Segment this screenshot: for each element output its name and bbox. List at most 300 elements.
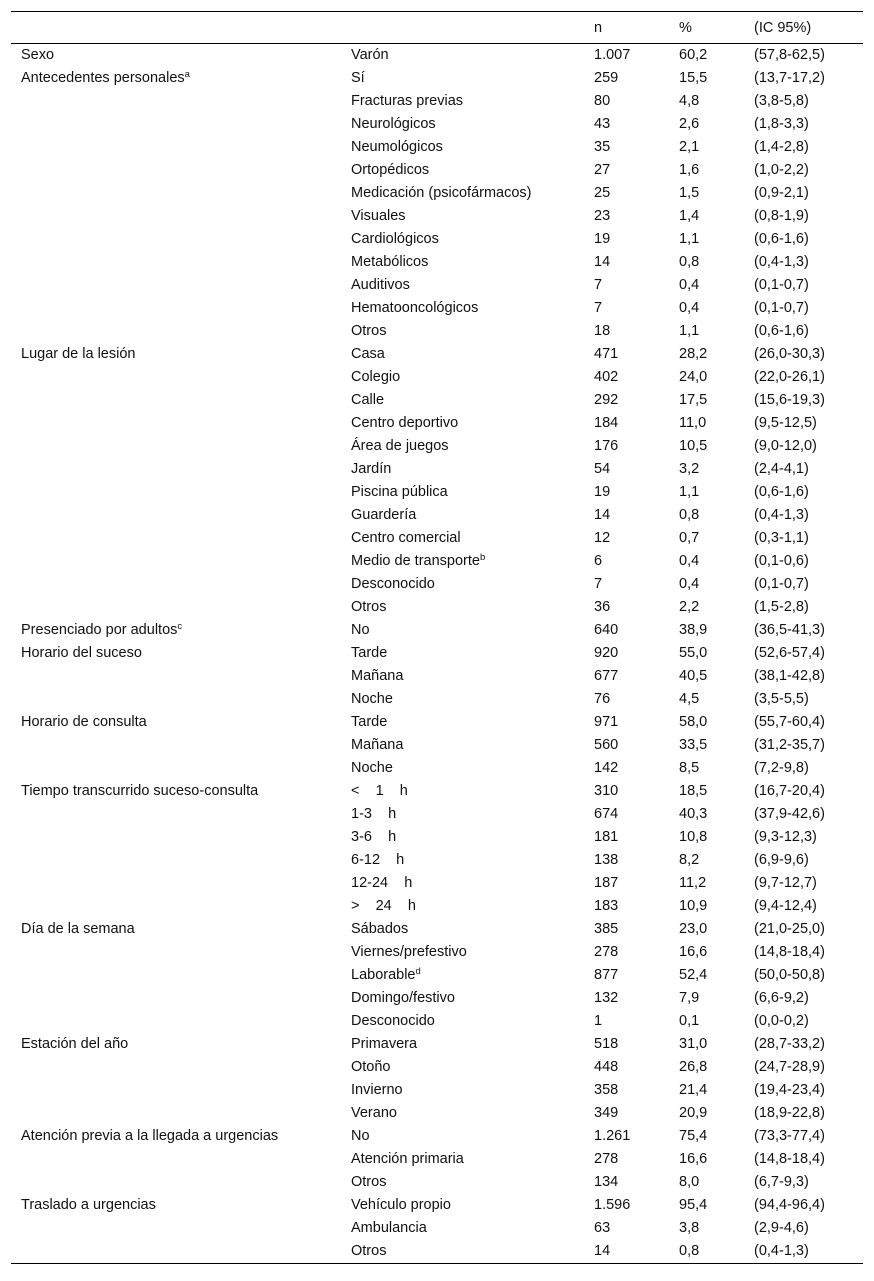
- cell-n: [594, 297, 679, 320]
- cell-percent-text: 3,8: [679, 1220, 700, 1236]
- cell-ci: [754, 550, 863, 573]
- cell-n-text: 138: [594, 852, 619, 868]
- cell-group: [11, 642, 351, 665]
- cell-category-text: Fracturas previas: [351, 93, 464, 109]
- cell-ci-text: (0,1-0,6): [754, 553, 809, 569]
- cell-percent: [679, 435, 754, 458]
- cell-percent-text: 33,5: [679, 737, 708, 753]
- cell-n: [594, 596, 679, 619]
- cell-category-text: Neurológicos: [351, 116, 436, 132]
- cell-percent-text: 16,6: [679, 1151, 708, 1167]
- cell-percent: [679, 527, 754, 550]
- cell-ci-text: (55,7-60,4): [754, 714, 825, 730]
- cell-category: [351, 366, 594, 389]
- cell-category-text: Metabólicos: [351, 254, 429, 270]
- cell-n-text: 448: [594, 1059, 619, 1075]
- cell-percent: [679, 1240, 754, 1264]
- cell-category: [351, 1148, 594, 1171]
- cell-n: [594, 527, 679, 550]
- header-col-n: n: [594, 19, 603, 36]
- cell-ci: [754, 182, 863, 205]
- cell-group: [11, 251, 351, 274]
- cell-percent-text: 0,1: [679, 1013, 700, 1029]
- cell-category-text: Viernes/prefestivo: [351, 944, 467, 960]
- cell-ci-text: (94,4-96,4): [754, 1197, 825, 1213]
- cell-percent: [679, 481, 754, 504]
- cell-percent: [679, 1217, 754, 1240]
- cell-percent-text: 40,3: [679, 806, 708, 822]
- cell-category: [351, 1079, 594, 1102]
- cell-ci: [754, 90, 863, 113]
- cell-group: [11, 918, 351, 941]
- cell-percent: [679, 849, 754, 872]
- cell-category: [351, 44, 594, 68]
- cell-percent-text: 0,4: [679, 553, 700, 569]
- table-row: [11, 435, 863, 458]
- cell-category: [351, 228, 594, 251]
- table-row: [11, 849, 863, 872]
- table-row: [11, 481, 863, 504]
- cell-ci-text: (9,5-12,5): [754, 415, 817, 431]
- table-row: [11, 872, 863, 895]
- cell-percent: [679, 757, 754, 780]
- cell-n: [594, 1148, 679, 1171]
- cell-n: [594, 1056, 679, 1079]
- cell-n: [594, 688, 679, 711]
- table-row: [11, 389, 863, 412]
- cell-category: [351, 964, 594, 987]
- cell-category-text: No: [351, 622, 370, 638]
- cell-n-text: 278: [594, 944, 619, 960]
- cell-percent: [679, 136, 754, 159]
- cell-category: [351, 941, 594, 964]
- cell-ci: [754, 1102, 863, 1125]
- cell-group: [11, 1056, 351, 1079]
- cell-ci-text: (14,8-18,4): [754, 1151, 825, 1167]
- cell-percent-text: 4,5: [679, 691, 700, 707]
- cell-category-text: < 1 h: [351, 783, 408, 799]
- cell-category-text: Otros: [351, 1174, 387, 1190]
- cell-percent: [679, 734, 754, 757]
- table-row: [11, 136, 863, 159]
- cell-group: [11, 44, 351, 68]
- cell-percent: [679, 1010, 754, 1033]
- cell-ci: [754, 642, 863, 665]
- cell-percent-text: 23,0: [679, 921, 708, 937]
- cell-percent-text: 10,8: [679, 829, 708, 845]
- cell-percent-text: 31,0: [679, 1036, 708, 1052]
- cell-n: [594, 1125, 679, 1148]
- cell-percent-text: 10,5: [679, 438, 708, 454]
- cell-percent: [679, 941, 754, 964]
- cell-ci-text: (15,6-19,3): [754, 392, 825, 408]
- cell-category-text: Atención primaria: [351, 1151, 464, 1167]
- cell-ci: [754, 458, 863, 481]
- table-row: [11, 412, 863, 435]
- cell-category-text: 12-24 h: [351, 875, 413, 891]
- cell-ci-text: (73,3-77,4): [754, 1128, 825, 1144]
- cell-category: [351, 826, 594, 849]
- cell-category-text: Área de juegos: [351, 438, 449, 454]
- cell-percent: [679, 619, 754, 642]
- cell-n-text: 349: [594, 1105, 619, 1121]
- cell-n: [594, 964, 679, 987]
- cell-ci-text: (1,8-3,3): [754, 116, 809, 132]
- cell-ci-text: (57,8-62,5): [754, 47, 825, 63]
- cell-ci-text: (0,1-0,7): [754, 300, 809, 316]
- cell-group: [11, 504, 351, 527]
- cell-percent: [679, 872, 754, 895]
- cell-ci-text: (31,2-35,7): [754, 737, 825, 753]
- cell-group: [11, 849, 351, 872]
- cell-category: [351, 251, 594, 274]
- cell-percent: [679, 918, 754, 941]
- cell-percent: [679, 67, 754, 90]
- table-row: [11, 780, 863, 803]
- cell-percent: [679, 964, 754, 987]
- cell-category-text: Hematooncológicos: [351, 300, 479, 316]
- cell-ci: [754, 964, 863, 987]
- cell-category-text: Laborable: [351, 967, 416, 983]
- header-col-ci: (IC 95%): [754, 19, 812, 36]
- cell-n: [594, 918, 679, 941]
- table-row: [11, 642, 863, 665]
- cell-category: [351, 780, 594, 803]
- cell-ci: [754, 412, 863, 435]
- cell-group-text: Sexo: [21, 47, 55, 63]
- cell-group: [11, 665, 351, 688]
- cell-n-text: 23: [594, 208, 611, 224]
- cell-category-text: 1-3 h: [351, 806, 397, 822]
- table-row: [11, 228, 863, 251]
- cell-category-text: Tarde: [351, 714, 388, 730]
- cell-group: [11, 527, 351, 550]
- cell-ci: [754, 1171, 863, 1194]
- cell-category-text: Noche: [351, 691, 393, 707]
- cell-ci: [754, 941, 863, 964]
- cell-n-text: 7: [594, 300, 603, 316]
- cell-n: [594, 159, 679, 182]
- cell-ci-text: (0,9-2,1): [754, 185, 809, 201]
- cell-ci-text: (50,0-50,8): [754, 967, 825, 983]
- cell-group: [11, 159, 351, 182]
- cell-percent-text: 2,1: [679, 139, 700, 155]
- cell-category: [351, 1125, 594, 1148]
- cell-category-text: Desconocido: [351, 576, 435, 592]
- cell-ci: [754, 1125, 863, 1148]
- cell-n-text: 142: [594, 760, 619, 776]
- cell-n-text: 1: [594, 1013, 603, 1029]
- cell-ci-text: (0,6-1,6): [754, 484, 809, 500]
- cell-percent-text: 0,7: [679, 530, 700, 546]
- cell-group: [11, 1194, 351, 1217]
- cell-category: [351, 159, 594, 182]
- cell-n: [594, 481, 679, 504]
- cell-n-text: 1.596: [594, 1197, 631, 1213]
- cell-n-text: 402: [594, 369, 619, 385]
- cell-percent-text: 8,0: [679, 1174, 700, 1190]
- cell-ci-text: (0,8-1,9): [754, 208, 809, 224]
- cell-category-text: Guardería: [351, 507, 417, 523]
- cell-n: [594, 504, 679, 527]
- cell-ci-text: (6,9-9,6): [754, 852, 809, 868]
- table-row: [11, 205, 863, 228]
- cell-percent: [679, 297, 754, 320]
- data-table-container: [11, 11, 863, 1264]
- cell-n: [594, 665, 679, 688]
- cell-ci-text: (1,0-2,2): [754, 162, 809, 178]
- cell-n: [594, 228, 679, 251]
- cell-group-text: Antecedentes personales: [21, 70, 185, 86]
- cell-n: [594, 90, 679, 113]
- cell-n-text: 14: [594, 1243, 611, 1259]
- cell-n-text: 19: [594, 484, 611, 500]
- cell-group: [11, 389, 351, 412]
- cell-percent: [679, 228, 754, 251]
- cell-n-text: 1.007: [594, 47, 631, 63]
- cell-group-text: Lugar de la lesión: [21, 346, 136, 362]
- cell-group: [11, 872, 351, 895]
- cell-percent-text: 11,0: [679, 415, 707, 431]
- table-row: [11, 297, 863, 320]
- cell-percent: [679, 90, 754, 113]
- cell-ci: [754, 872, 863, 895]
- cell-ci-text: (1,5-2,8): [754, 599, 809, 615]
- cell-group: [11, 1171, 351, 1194]
- cell-group: [11, 1033, 351, 1056]
- cell-percent-text: 8,5: [679, 760, 700, 776]
- cell-category-text: Piscina pública: [351, 484, 448, 500]
- cell-category-text: Medicación (psicofármacos): [351, 185, 532, 201]
- table-row: [11, 1033, 863, 1056]
- cell-ci: [754, 665, 863, 688]
- cell-category: [351, 918, 594, 941]
- cell-group: [11, 964, 351, 987]
- table-row: [11, 550, 863, 573]
- cell-category: [351, 642, 594, 665]
- table-row: [11, 251, 863, 274]
- cell-ci: [754, 251, 863, 274]
- cell-ci: [754, 113, 863, 136]
- cell-ci: [754, 44, 863, 68]
- cell-ci: [754, 481, 863, 504]
- cell-group: [11, 734, 351, 757]
- cell-percent: [679, 1033, 754, 1056]
- cell-ci: [754, 297, 863, 320]
- cell-n-text: 25: [594, 185, 611, 201]
- cell-category: [351, 665, 594, 688]
- cell-percent-text: 11,2: [679, 875, 707, 891]
- cell-ci-text: (37,9-42,6): [754, 806, 825, 822]
- cell-percent-text: 1,6: [679, 162, 700, 178]
- cell-category: [351, 481, 594, 504]
- cell-group: [11, 1148, 351, 1171]
- cell-group: [11, 826, 351, 849]
- cell-n: [594, 849, 679, 872]
- cell-ci: [754, 1010, 863, 1033]
- cell-n-text: 471: [594, 346, 619, 362]
- cell-n: [594, 182, 679, 205]
- cell-percent-text: 8,2: [679, 852, 700, 868]
- cell-category: [351, 688, 594, 711]
- cell-ci-text: (0,4-1,3): [754, 254, 809, 270]
- cell-category-text: Tarde: [351, 645, 388, 661]
- cell-n: [594, 780, 679, 803]
- cell-category-text: Ambulancia: [351, 1220, 427, 1236]
- cell-n: [594, 113, 679, 136]
- cell-category: [351, 619, 594, 642]
- cell-category: [351, 573, 594, 596]
- cell-n: [594, 895, 679, 918]
- cell-n: [594, 389, 679, 412]
- cell-category-text: Colegio: [351, 369, 401, 385]
- cell-ci: [754, 274, 863, 297]
- cell-percent-text: 2,6: [679, 116, 700, 132]
- cell-category-text: Noche: [351, 760, 393, 776]
- cell-percent: [679, 665, 754, 688]
- cell-n: [594, 67, 679, 90]
- cell-n-text: 80: [594, 93, 611, 109]
- cell-ci: [754, 1033, 863, 1056]
- cell-category-text: Sábados: [351, 921, 409, 937]
- cell-category: [351, 343, 594, 366]
- table-row: [11, 734, 863, 757]
- cell-ci: [754, 343, 863, 366]
- cell-n: [594, 642, 679, 665]
- cell-group-text: Traslado a urgencias: [21, 1197, 156, 1213]
- table-row: [11, 458, 863, 481]
- cell-category-text: Calle: [351, 392, 385, 408]
- cell-group: [11, 1217, 351, 1240]
- cell-category-text: Otoño: [351, 1059, 391, 1075]
- cell-group-text: Atención previa a la llegada a urgencias: [21, 1128, 279, 1144]
- cell-category-text: 6-12 h: [351, 852, 405, 868]
- table-row: [11, 343, 863, 366]
- cell-n: [594, 734, 679, 757]
- cell-ci: [754, 159, 863, 182]
- cell-ci-text: (0,0-0,2): [754, 1013, 809, 1029]
- cell-percent-text: 0,8: [679, 254, 700, 270]
- cell-n-text: 278: [594, 1151, 619, 1167]
- table-row: [11, 1125, 863, 1148]
- header-row: [11, 12, 863, 44]
- cell-ci-text: (9,4-12,4): [754, 898, 817, 914]
- cell-percent: [679, 895, 754, 918]
- cell-group: [11, 550, 351, 573]
- cell-group: [11, 941, 351, 964]
- cell-n-text: 18: [594, 323, 611, 339]
- cell-percent-text: 40,5: [679, 668, 708, 684]
- cell-group: [11, 412, 351, 435]
- cell-n: [594, 573, 679, 596]
- cell-category: [351, 412, 594, 435]
- cell-ci: [754, 734, 863, 757]
- cell-ci-text: (0,1-0,7): [754, 277, 809, 293]
- cell-n-text: 27: [594, 162, 611, 178]
- cell-group: [11, 573, 351, 596]
- cell-n: [594, 711, 679, 734]
- cell-n-text: 385: [594, 921, 619, 937]
- cell-n: [594, 412, 679, 435]
- cell-n: [594, 1033, 679, 1056]
- cell-percent: [679, 688, 754, 711]
- cell-ci-text: (0,4-1,3): [754, 507, 809, 523]
- cell-percent-text: 7,9: [679, 990, 700, 1006]
- cell-group: [11, 458, 351, 481]
- cell-category: [351, 872, 594, 895]
- cell-group: [11, 274, 351, 297]
- cell-n-text: 63: [594, 1220, 611, 1236]
- cell-category: [351, 274, 594, 297]
- cell-group: [11, 435, 351, 458]
- cell-n-text: 14: [594, 507, 611, 523]
- cell-percent: [679, 1079, 754, 1102]
- cell-ci-text: (0,6-1,6): [754, 323, 809, 339]
- cell-category-text: Otros: [351, 1243, 387, 1259]
- cell-percent: [679, 1056, 754, 1079]
- cell-group: [11, 90, 351, 113]
- cell-n-text: 677: [594, 668, 619, 684]
- table-row: [11, 1148, 863, 1171]
- cell-percent: [679, 573, 754, 596]
- table-row: [11, 918, 863, 941]
- cell-category: [351, 504, 594, 527]
- footnote-marker: b: [479, 552, 486, 563]
- cell-n: [594, 205, 679, 228]
- cell-percent: [679, 803, 754, 826]
- cell-ci: [754, 826, 863, 849]
- cell-n-text: 358: [594, 1082, 619, 1098]
- cell-percent-text: 10,9: [679, 898, 708, 914]
- table-row: [11, 527, 863, 550]
- cell-group: [11, 228, 351, 251]
- cell-category: [351, 136, 594, 159]
- cell-category-text: Cardiológicos: [351, 231, 439, 247]
- cell-category: [351, 734, 594, 757]
- cell-percent-text: 60,2: [679, 47, 708, 63]
- cell-percent-text: 15,5: [679, 70, 708, 86]
- cell-ci-text: (0,3-1,1): [754, 530, 809, 546]
- cell-n: [594, 1102, 679, 1125]
- cell-category-text: > 24 h: [351, 898, 416, 914]
- cell-category: [351, 389, 594, 412]
- cell-group: [11, 136, 351, 159]
- cell-percent-text: 0,4: [679, 576, 700, 592]
- table-row: [11, 274, 863, 297]
- cell-category-text: Desconocido: [351, 1013, 435, 1029]
- cell-n-text: 674: [594, 806, 619, 822]
- cell-percent-text: 2,2: [679, 599, 700, 615]
- table-row: [11, 1102, 863, 1125]
- cell-n-text: 183: [594, 898, 619, 914]
- cell-n-text: 176: [594, 438, 619, 454]
- cell-n: [594, 274, 679, 297]
- cell-ci: [754, 688, 863, 711]
- table-row: [11, 826, 863, 849]
- cell-n-text: 292: [594, 392, 619, 408]
- table-row: [11, 803, 863, 826]
- cell-ci: [754, 803, 863, 826]
- footnote-marker: c: [177, 621, 183, 632]
- cell-percent: [679, 182, 754, 205]
- cell-ci-text: (16,7-20,4): [754, 783, 825, 799]
- cell-percent-text: 0,8: [679, 1243, 700, 1259]
- cell-ci-text: (38,1-42,8): [754, 668, 825, 684]
- cell-group: [11, 1125, 351, 1148]
- cell-n: [594, 550, 679, 573]
- cell-ci: [754, 918, 863, 941]
- table-row: [11, 1171, 863, 1194]
